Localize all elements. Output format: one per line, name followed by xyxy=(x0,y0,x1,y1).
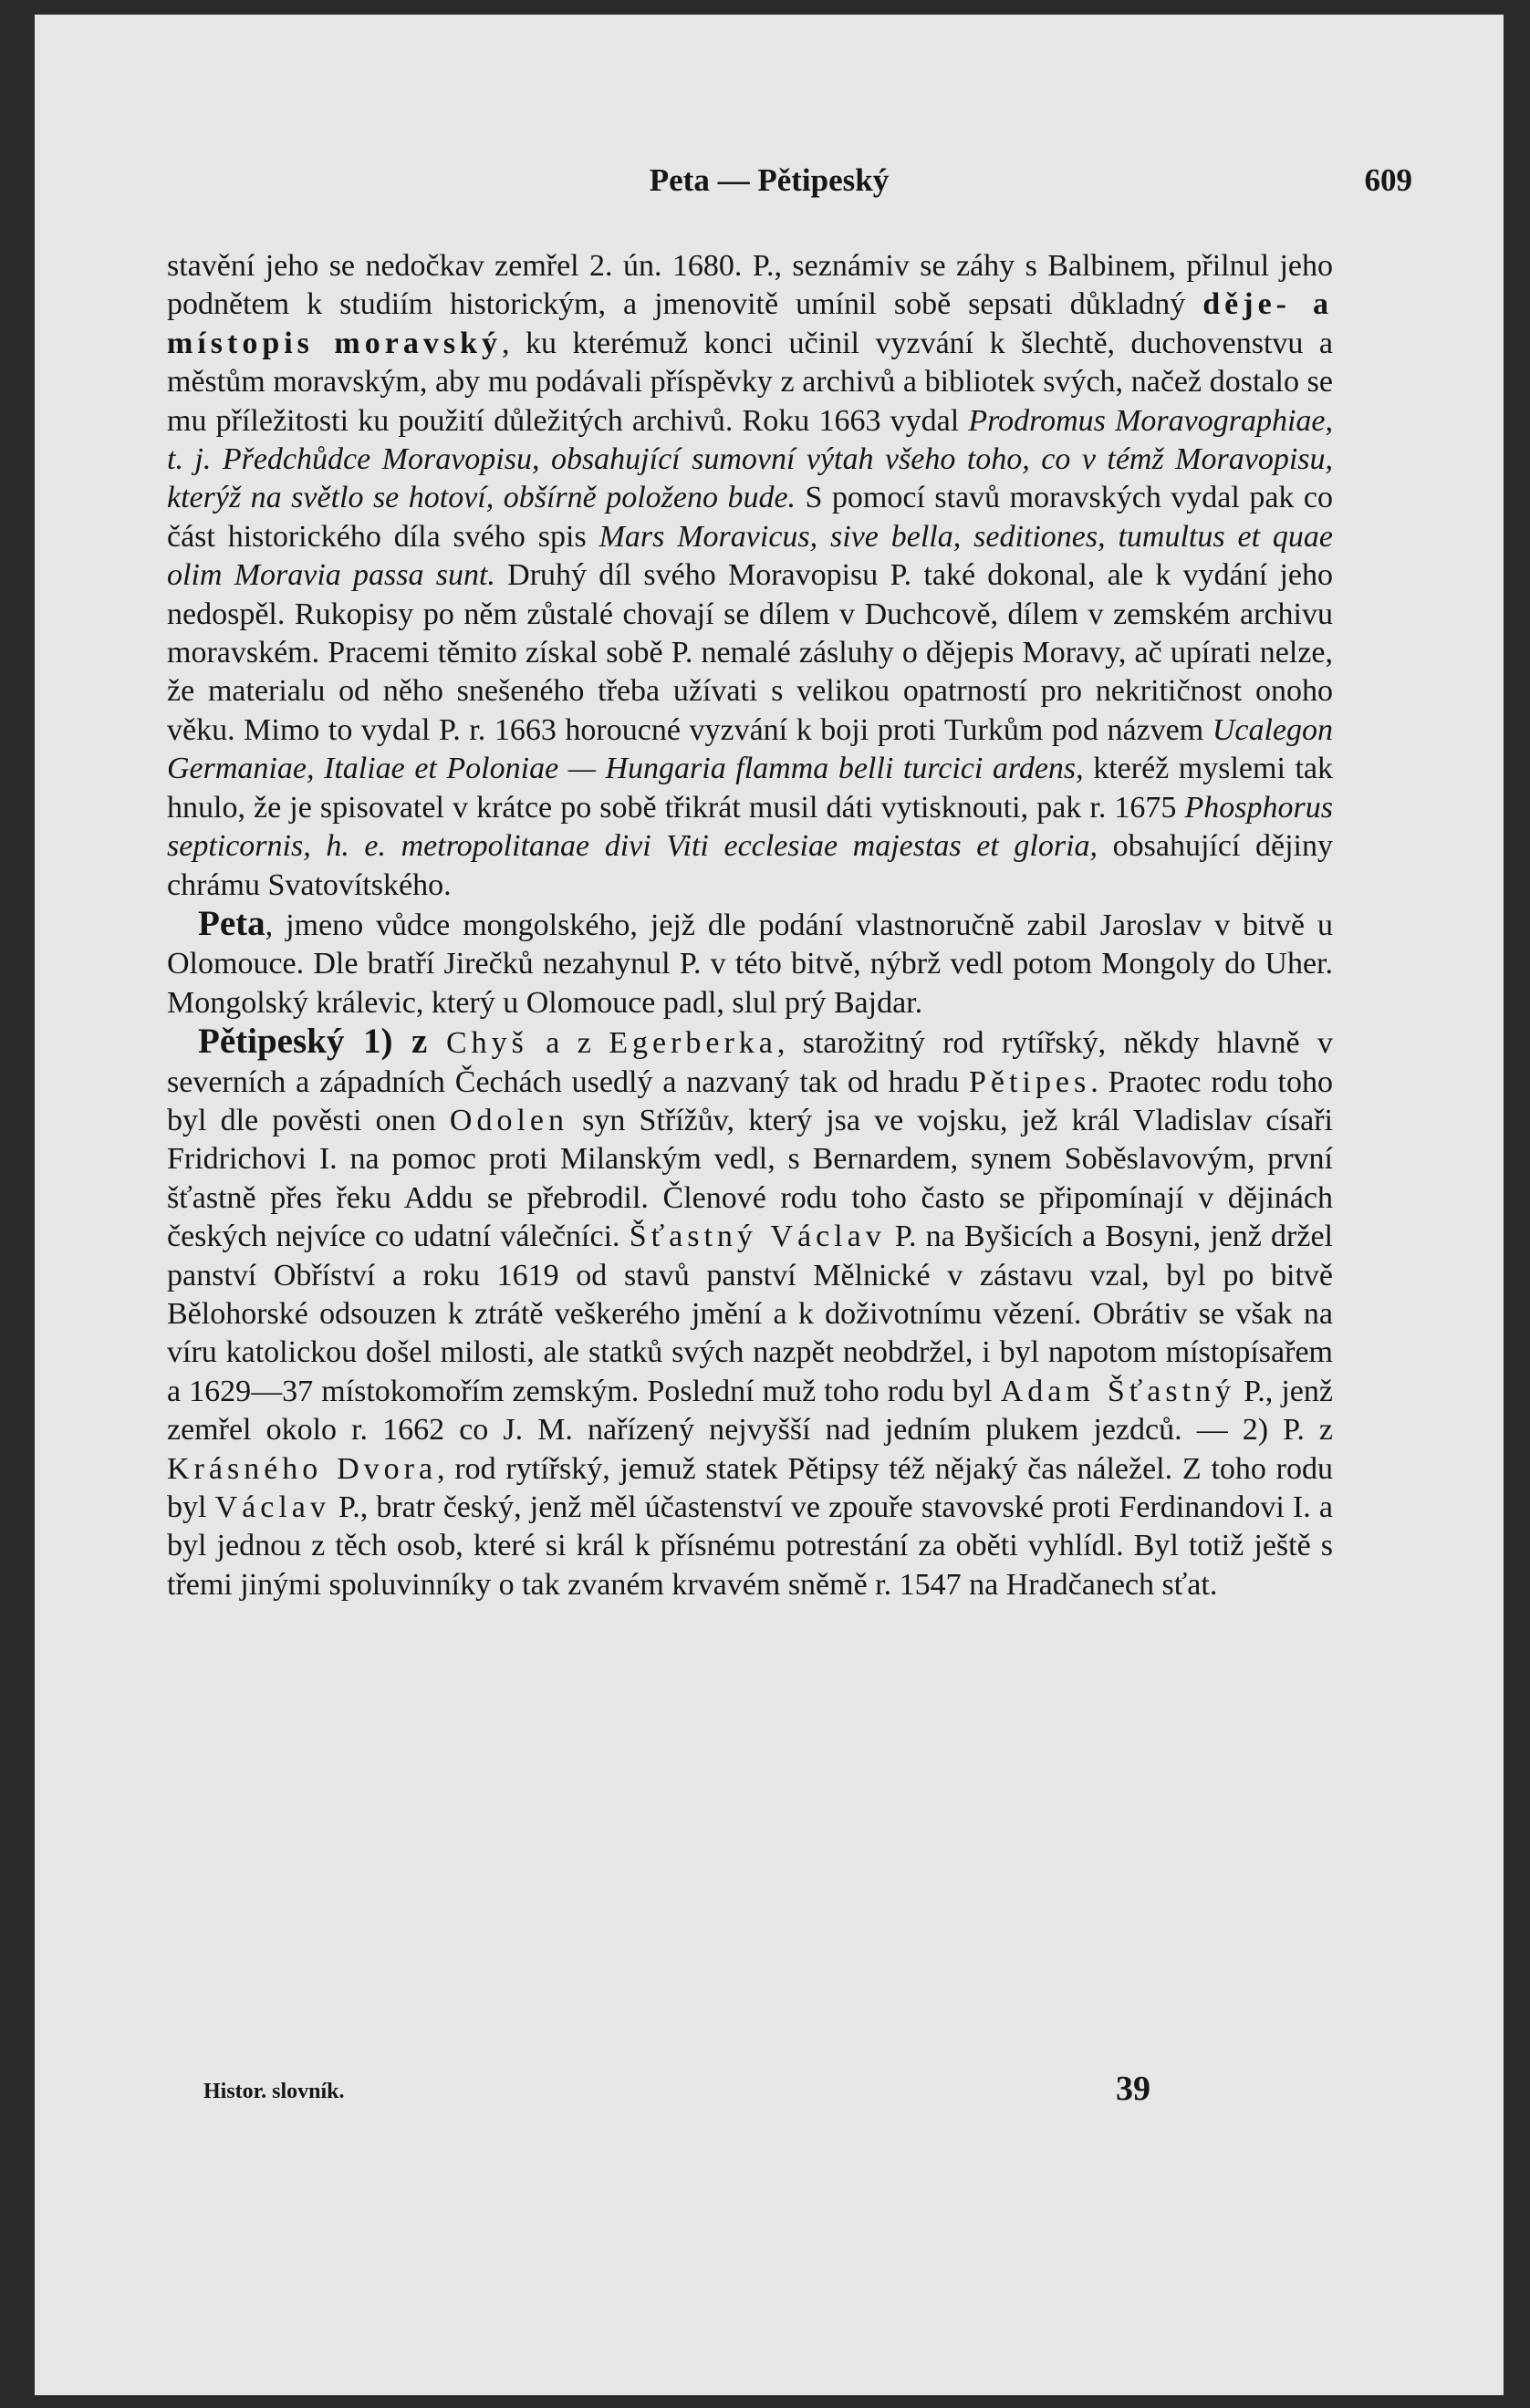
page-number: 609 xyxy=(1364,162,1412,198)
running-title: Peta — Pětipeský xyxy=(649,162,890,198)
text-run: P. na Byšicích a Bosyni, jenž držel panství Obříství a roku 1619 od stavů panství Mělnické v zástavu vzal, byl po bitvě Bělohorské odsouzen k ztrátě veškerého jmění a k doživotnímu vězení. Obrátiv se však na víru katolickou došel milosti, ale statků svých nazpět neobdržel, i byl napotom místopísařem a 1629—37 místokomořím zemským. Poslední muž toho rodu byl xyxy=(167,1220,1333,1408)
spaced-name: Chyš xyxy=(445,1026,528,1061)
text-run: S pomocí stavů moravských vydal pak co část historického díla svého spis xyxy=(167,481,1333,554)
entry-number: 1) z xyxy=(344,1022,446,1062)
entry-headword: Pětipeský xyxy=(198,1022,345,1062)
text-run: P., bratr český, jenž měl účastenství ve zpouře stavovské proti Ferdinandovi I. a byl jednou z těch osob, které si král k přísnému potrestání za oběti vyhlídl. Byl totiž ještě s třemi jinými spoluvinníky o tak zvaném krvavém sněmě r. 1547 na Hradčanech sťat. xyxy=(167,1490,1333,1602)
book-signature: Histor. slovník. xyxy=(203,2080,345,2103)
text-run: , jmeno vůdce mongolského, jejž dle podání vlastnoručně zabil Jaroslav v bitvě u Olomouce. Dle bratří Jirečků nezahynul P. v této bitvě, nýbrž vedl potom Mongoly do Uher. Mongolský králevic, který u Olomouce padl, slul prý Bajdar. xyxy=(167,908,1333,1020)
text-run: , rod rytířský, jemuž statek Pětipsy též nějaký čas náležel. Z toho rodu byl xyxy=(167,1451,1333,1524)
text-run: syn Střížův, který jsa ve vojsku, jež král Vladislav císaři Fridrichovi I. na pomoc proti Milanským vedl, s Bernardem, synem Soběslavovým, první šťastně přes řeku Addu se přebrodil. Členové rodu toho často se připomínají v dějinách českých nejvíce co udatní válečníci. xyxy=(167,1103,1333,1254)
spaced-name: Egerberka xyxy=(609,1026,777,1061)
spaced-name: Václav xyxy=(214,1490,330,1524)
spaced-name: Šťastný Václav xyxy=(629,1220,886,1254)
sheet-number: 39 xyxy=(1116,2070,1150,2108)
text-run: kteréž myslemi tak hnulo, že je spisovatel v krátce po sobě třikrát musil dáti vytisknouti, pak r. 1675 xyxy=(167,752,1333,825)
work-title: Ucalegon Germaniae, Italiae et Poloniae — Hungaria flamma belli turcici ardens, xyxy=(167,712,1333,786)
text-run: stavění jeho se nedočkav zemřel 2. ún. 1680. P., seznámiv se záhy s Balbinem, přilnul jeho podnětem k studiím historickým, a jmenovitě umínil sobě sepsati důkladný xyxy=(167,249,1333,322)
text-run: . Praotec rodu toho byl dle pověsti onen xyxy=(167,1064,1334,1137)
text-run: P., jenž zemřel okolo r. 1662 co J. M. nařízený nejvyšší nad jedním plukem jezdců. — 2) P. z xyxy=(167,1374,1333,1448)
work-title: Prodromus Moravographiae, t. j. Předchůdce Moravopisu, obsahující sumovní výtah všeho toho, co v témž Moravopisu, kterýž na světlo se hotoví, obšírně položeno bude. xyxy=(167,403,1333,515)
spaced-name: Adam Šťastný xyxy=(1000,1374,1236,1408)
work-title: Phosphorus septicornis, h. e. metropolitanae divi Viti ecclesiae majestas et gloria, xyxy=(167,790,1333,864)
work-title: Mars Moravicus, sive bella, seditiones, tumultus et quae olim Moravia passa sunt. xyxy=(167,519,1334,593)
spaced-name: Pětipes xyxy=(968,1064,1091,1099)
text-run: , ku kterémuž konci učinil vyzvání k šlechtě, duchovenstvu a městům moravským, aby mu podávali příspěvky z archivů a bibliotek svých, načež dostalo se mu příležitosti ku použití důležitých archivů. Roku 1663 vydal xyxy=(167,326,1333,438)
text-run: , starožitný rod rytířský, někdy hlavně v severních a západních Čechách usedlý a nazvaný tak od hradu xyxy=(167,1026,1333,1099)
text-run: obsahující dějiny chrámu Svatovítského. xyxy=(167,829,1333,902)
running-head xyxy=(35,162,1504,208)
text-run: a z xyxy=(527,1026,609,1061)
paragraph-petr-continued xyxy=(167,247,1333,905)
spaced-name: Odolen xyxy=(449,1103,568,1137)
spaced-name: Krásného Dvora xyxy=(167,1451,438,1486)
page-footer xyxy=(203,2069,1207,2114)
entry-peta xyxy=(167,905,1333,1022)
document-page xyxy=(35,15,1504,2395)
entry-headword: Peta xyxy=(198,903,265,943)
text-run: Druhý díl svého Moravopisu P. také dokonal, ale k vydání jeho nedospěl. Rukopisy po něm zůstalé chovají se dílem v Duchcově, dílem v zemském archivu moravském. Pracemi těmito získal sobě P. nemalé zásluhy o dějepis Moravy, ač upírati nelze, že materialu od něho snešeného třeba užívati s velikou opatrností pro nekritičnost onoho věku. Mimo to vydal P. r. 1663 horoucné vyzvání k boji proti Turkům pod názvem xyxy=(167,558,1333,747)
body-text xyxy=(167,247,1333,1604)
spaced-title: děje- a místopis moravský xyxy=(167,287,1333,360)
entry-petipesky xyxy=(167,1022,1333,1604)
